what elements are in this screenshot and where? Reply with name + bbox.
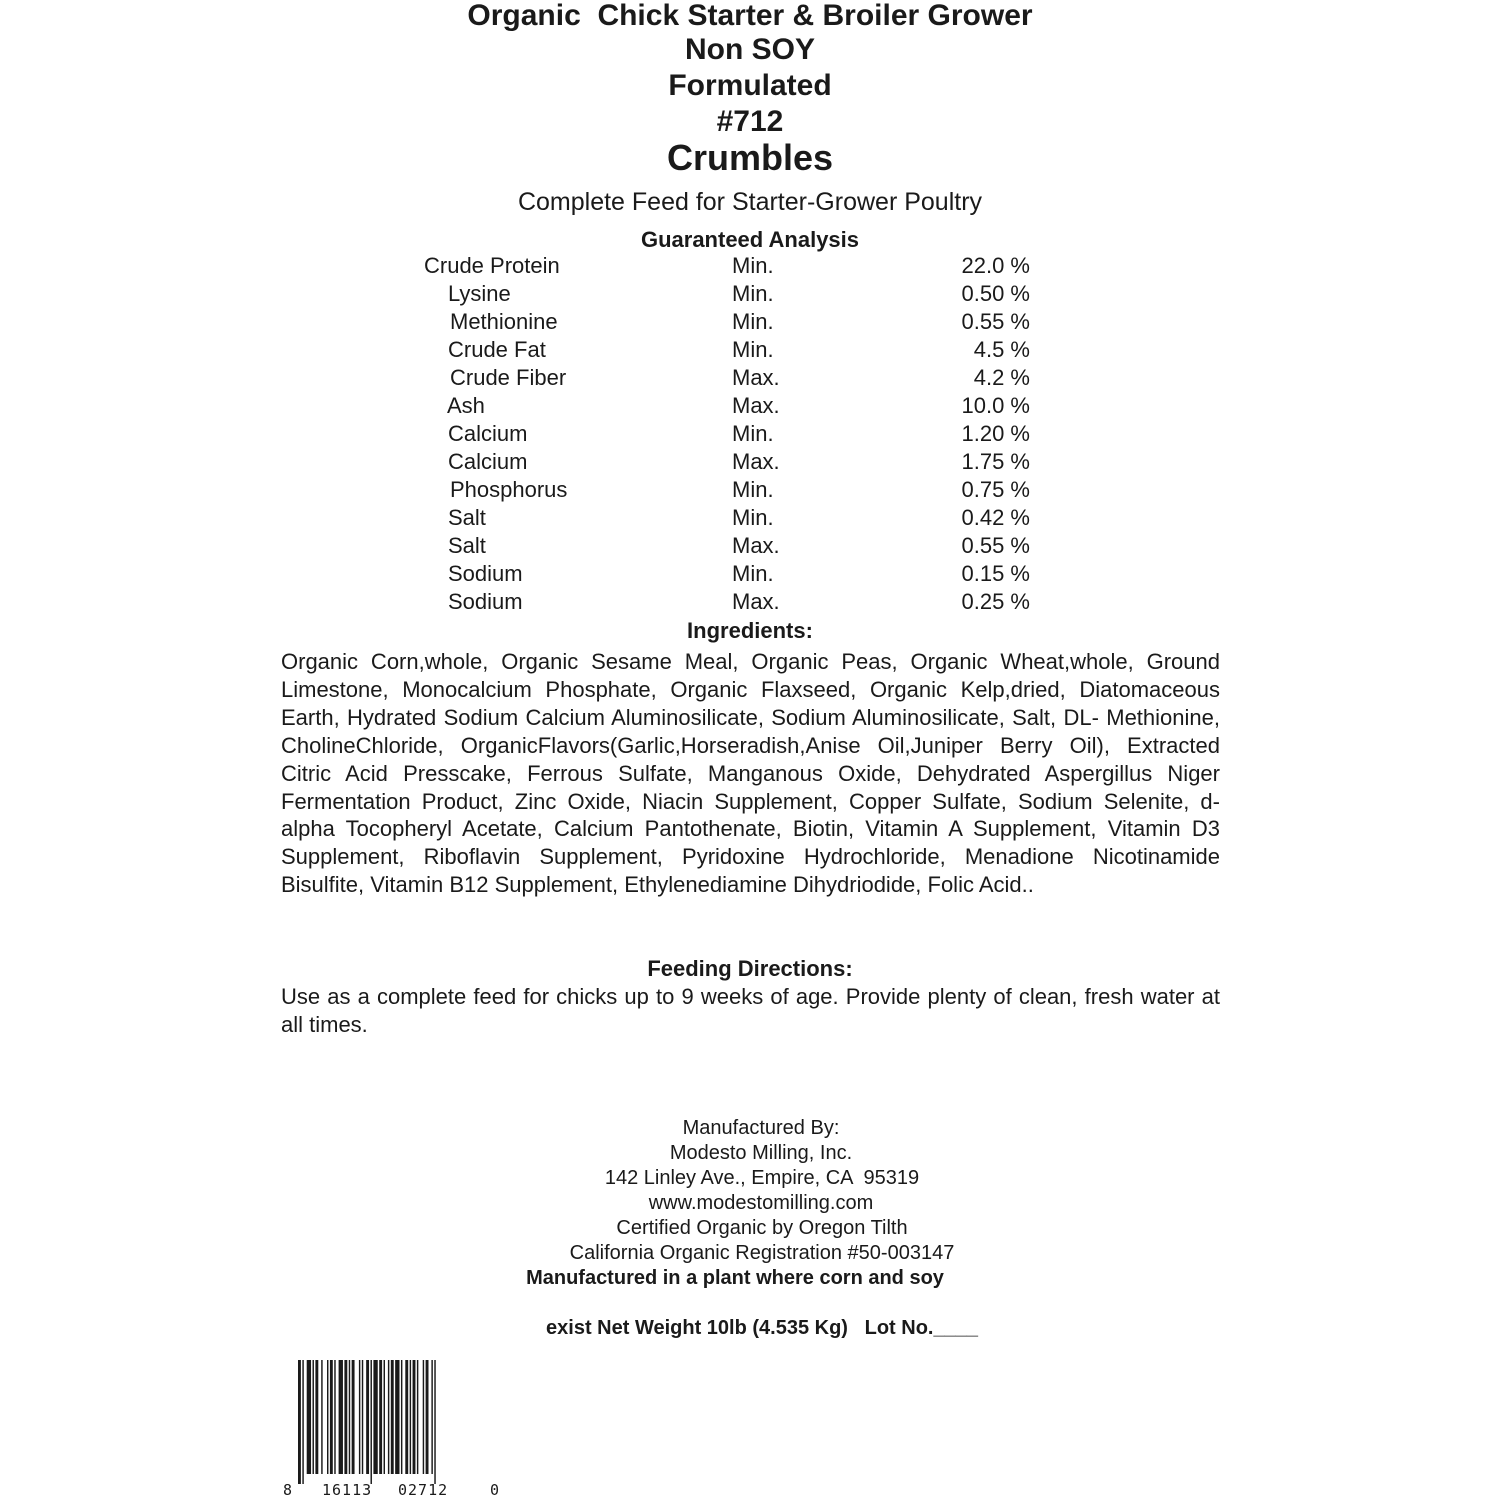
nutrient-type: Min. xyxy=(732,561,774,586)
barcode-bar xyxy=(334,1360,335,1474)
nutrient-name: Sodium xyxy=(448,561,523,586)
nutrient-name: Sodium xyxy=(448,589,523,614)
nutrient-name: Methionine xyxy=(450,309,558,334)
nutrient-type: Min. xyxy=(732,281,774,306)
nutrient-type: Max. xyxy=(732,365,780,390)
manufactured-by-label: Manufactured By: xyxy=(682,1117,840,1139)
barcode-bar xyxy=(371,1360,372,1484)
manufacturer-address: 142 Linley Ave., Empire, CA 95319 xyxy=(604,1167,920,1189)
nutrient-value: 0.55 % xyxy=(961,309,1030,334)
organic-certification: Certified Organic by Oregon Tilth xyxy=(616,1217,908,1239)
product-title-line-3: Formulated xyxy=(668,69,832,102)
product-form: Crumbles xyxy=(666,137,834,178)
product-subtitle: Complete Feed for Starter-Grower Poultry xyxy=(517,188,983,216)
barcode-bar xyxy=(302,1360,303,1484)
nutrient-value: 0.25 % xyxy=(961,589,1030,614)
product-number: #712 xyxy=(716,105,784,138)
nutrient-value: 0.55 % xyxy=(961,533,1030,558)
barcode-bar xyxy=(349,1360,350,1474)
barcode-bar xyxy=(330,1360,333,1474)
analysis-row xyxy=(424,504,1044,532)
nutrient-type: Min. xyxy=(732,505,774,530)
barcode-bar xyxy=(352,1360,355,1474)
barcode-bar xyxy=(373,1360,377,1474)
barcode-bar xyxy=(327,1360,328,1474)
analysis-row xyxy=(424,476,1044,504)
barcode-bar xyxy=(417,1360,418,1474)
barcode-bar xyxy=(401,1360,402,1474)
nutrient-name: Calcium xyxy=(448,421,528,446)
product-title-line-2: Non SOY xyxy=(684,33,815,66)
nutrient-type: Min. xyxy=(732,337,774,362)
nutrient-name: Crude Fat xyxy=(448,337,546,362)
barcode-bar xyxy=(391,1360,394,1474)
nutrient-type: Min. xyxy=(732,309,774,334)
analysis-row xyxy=(424,532,1044,560)
analysis-row xyxy=(424,392,1044,420)
nutrient-type: Min. xyxy=(732,253,774,278)
nutrient-value: 1.75 % xyxy=(961,449,1030,474)
feeding-directions-text: Use as a complete feed for chicks up to 9 weeks of age. Provide plenty of clean, fresh water at all times. xyxy=(281,984,1220,1037)
barcode-bar xyxy=(413,1360,416,1474)
guaranteed-analysis-heading: Guaranteed Analysis xyxy=(640,227,860,252)
barcode-bar xyxy=(426,1360,429,1474)
product-title-line-1: Organic Chick Starter & Broiler Grower xyxy=(467,0,1033,32)
analysis-row xyxy=(424,420,1044,448)
barcode-bar xyxy=(423,1360,424,1474)
nutrient-value: 4.2 % xyxy=(973,365,1030,390)
barcode-bar xyxy=(362,1360,363,1474)
nutrient-type: Min. xyxy=(732,421,774,446)
nutrient-name: Salt xyxy=(448,533,486,558)
nutrient-name: Phosphorus xyxy=(450,477,568,502)
nutrient-name: Ash xyxy=(447,393,485,418)
barcode-bar xyxy=(315,1360,318,1474)
barcode-bar xyxy=(321,1360,322,1474)
analysis-row xyxy=(424,280,1044,308)
analysis-row xyxy=(424,308,1044,336)
barcode-bar xyxy=(434,1360,435,1484)
nutrient-value: 0.50 % xyxy=(961,281,1030,306)
barcode-bar xyxy=(405,1360,408,1474)
nutrient-value: 0.75 % xyxy=(961,477,1030,502)
nutrient-type: Max. xyxy=(732,589,780,614)
barcode-bar xyxy=(388,1360,389,1474)
nutrient-value: 1.20 % xyxy=(961,421,1030,446)
barcode-bar xyxy=(339,1360,343,1474)
barcode-digit-last: 0 xyxy=(490,1481,500,1499)
nutrient-value: 4.5 % xyxy=(973,337,1030,362)
feeding-directions-heading: Feeding Directions: xyxy=(647,956,853,981)
barcode-bar xyxy=(395,1360,399,1474)
allergen-note: Manufactured in a plant where corn and soy xyxy=(526,1267,944,1289)
barcode-digit-1: 8 xyxy=(283,1481,293,1499)
manufacturer-name: Modesto Milling, Inc. xyxy=(669,1142,853,1164)
nutrient-value: 0.15 % xyxy=(961,561,1030,586)
nutrient-name: Crude Protein xyxy=(424,253,560,278)
nutrient-type: Max. xyxy=(732,449,780,474)
analysis-row xyxy=(424,252,1044,280)
nutrient-value: 10.0 % xyxy=(961,393,1030,418)
nutrient-type: Max. xyxy=(732,393,780,418)
ingredients-text: Organic Corn,whole, Organic Sesame Meal, Organic Peas, Organic Wheat,whole, Ground Limestone, Monocalcium Phosphate, Organic Flaxseed, Organic Kelp,dried, Diatomaceous Earth, Hydrated Sodium Calcium Aluminosilicate, Sodium Aluminosilicate, Salt, DL- Methionine, CholineChloride, OrganicFlavors(Garlic,Horseradish,Anise Oil,Juniper Berry Oil), Extracted Citric Acid Presscake, Ferrous Sulfate, Manganous Oxide, Dehydrated Aspergillus Niger Fermentation Product, Zinc Oxide, Niacin Supplement, Copper Sulfate, Sodium Selenite, d-alpha Tocopheryl Acetate, Calcium Pantothenate, Biotin, Vitamin A Supplement, Vitamin D3 Supplement, Riboflavin Supplement, Pyridoxine Hydrochloride, Menadione Nicotinamide Bisulfite, Vitamin B12 Supplement, Ethylenediamine Dihydriodide, Folic Acid.. xyxy=(281,649,1220,898)
nutrient-value: 22.0 % xyxy=(961,253,1030,278)
barcode-bar xyxy=(359,1360,360,1474)
nutrient-type: Min. xyxy=(732,477,774,502)
barcode-bar xyxy=(298,1360,301,1484)
barcode-bar xyxy=(379,1360,382,1474)
analysis-row xyxy=(424,448,1044,476)
net-weight-lot: exist Net Weight 10lb (4.535 Kg) Lot No.____ xyxy=(546,1317,978,1339)
nutrient-name: Crude Fiber xyxy=(450,365,567,390)
analysis-row xyxy=(424,336,1044,364)
barcode-bar xyxy=(313,1360,314,1474)
ingredients-heading: Ingredients: xyxy=(687,618,813,643)
analysis-row xyxy=(424,364,1044,392)
barcode-bar xyxy=(410,1360,411,1474)
barcode-bar xyxy=(366,1360,369,1474)
organic-registration: California Organic Registration #50-003147 xyxy=(569,1242,955,1264)
barcode-bar xyxy=(431,1360,432,1474)
nutrient-name: Calcium xyxy=(448,449,528,474)
barcode-digits-left: 16113 xyxy=(322,1481,373,1499)
nutrient-name: Salt xyxy=(448,505,486,530)
analysis-row xyxy=(424,588,1044,616)
nutrient-value: 0.42 % xyxy=(961,505,1030,530)
barcode-digits-right: 02712 xyxy=(398,1481,449,1499)
nutrient-type: Max. xyxy=(732,533,780,558)
barcode-bar xyxy=(344,1360,347,1474)
barcode-bar xyxy=(384,1360,385,1474)
analysis-row xyxy=(424,560,1044,588)
nutrient-name: Lysine xyxy=(448,281,511,306)
barcode-bar xyxy=(307,1360,311,1474)
manufacturer-website: www.modestomilling.com xyxy=(648,1192,874,1214)
barcode xyxy=(298,1360,486,1484)
